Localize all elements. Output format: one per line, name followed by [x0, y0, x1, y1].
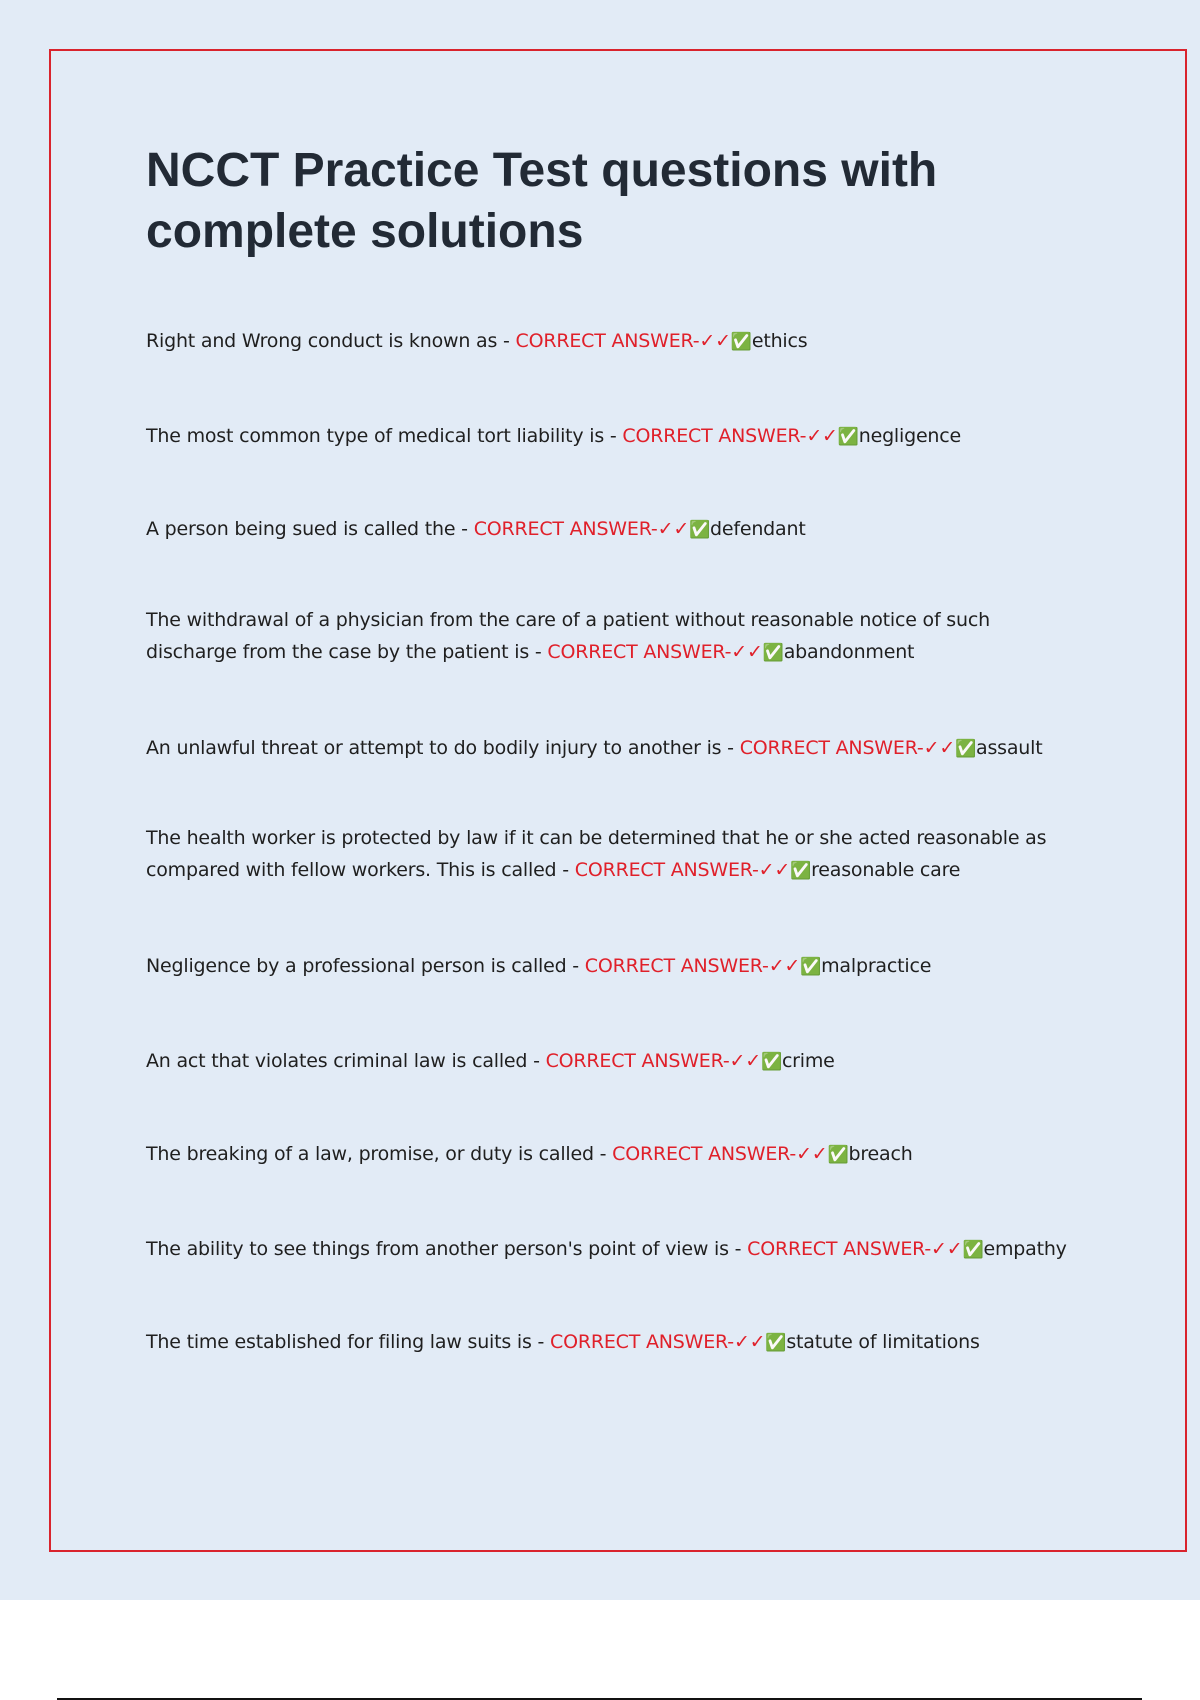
question-text: The ability to see things from another person's point of view is -	[146, 1238, 748, 1260]
question-text: The health worker is protected by law if it can be determined that he or she acted reasonable as compared with fellow workers. This is called -	[146, 827, 1047, 881]
correct-answer-label: CORRECT ANSWER-	[473, 518, 658, 540]
qa-item	[146, 822, 1086, 887]
check-box-icon: ✅	[790, 861, 812, 881]
question-text: The withdrawal of a physician from the care of a patient without reasonable notice of such discharge from the case by the patient is -	[146, 609, 990, 663]
check-box-icon: ✅	[765, 1333, 787, 1353]
double-check-icon: ✓✓	[923, 737, 956, 759]
correct-answer-label: CORRECT ANSWER-	[622, 425, 807, 447]
check-box-icon: ✅	[730, 332, 752, 352]
qa-item	[146, 513, 1086, 546]
question-text: The breaking of a law, promise, or duty is called -	[146, 1143, 613, 1165]
answer-text: breach	[848, 1143, 913, 1165]
qa-item	[146, 420, 1086, 453]
double-check-icon: ✓✓	[768, 955, 801, 977]
answer-text: malpractice	[821, 955, 932, 977]
check-box-icon: ✅	[827, 1145, 849, 1165]
double-check-icon: ✓✓	[699, 330, 731, 352]
qa-item	[146, 732, 1086, 765]
double-check-icon: ✓✓	[806, 425, 838, 447]
qa-item	[146, 1326, 1086, 1359]
qa-item	[146, 325, 1086, 358]
correct-answer-label: CORRECT ANSWER-	[739, 737, 924, 759]
question-text: A person being sued is called the -	[146, 518, 474, 540]
double-check-icon: ✓✓	[731, 641, 763, 663]
double-check-icon: ✓✓	[733, 1331, 766, 1353]
correct-answer-label: CORRECT ANSWER-	[515, 330, 700, 352]
answer-text: empathy	[983, 1238, 1067, 1260]
answer-text: statute of limitations	[786, 1331, 980, 1353]
correct-answer-label: CORRECT ANSWER-	[584, 955, 769, 977]
answer-text: reasonable care	[811, 859, 961, 881]
answer-text: defendant	[710, 518, 806, 540]
qa-item	[146, 950, 1086, 983]
question-text: Negligence by a professional person is called -	[146, 955, 585, 977]
qa-item	[146, 604, 1086, 669]
check-box-icon: ✅	[762, 643, 784, 663]
correct-answer-label: CORRECT ANSWER-	[747, 1238, 932, 1260]
check-box-icon: ✅	[689, 520, 711, 540]
answer-text: ethics	[751, 330, 808, 352]
double-check-icon: ✓✓	[657, 518, 690, 540]
answer-text: abandonment	[783, 641, 915, 663]
question-text: An act that violates criminal law is called -	[146, 1050, 546, 1072]
double-check-icon: ✓✓	[931, 1238, 963, 1260]
qa-item	[146, 1045, 1086, 1078]
check-box-icon: ✅	[760, 1052, 782, 1072]
double-check-icon: ✓✓	[729, 1050, 761, 1072]
double-check-icon: ✓✓	[758, 859, 791, 881]
qa-item	[146, 1233, 1086, 1266]
answer-text: assault	[976, 737, 1043, 759]
page-title: NCCT Practice Test questions with complete solutions	[146, 144, 938, 258]
check-box-icon: ✅	[800, 957, 822, 977]
check-box-icon: ✅	[962, 1240, 984, 1260]
question-text: The most common type of medical tort liability is -	[146, 425, 623, 447]
double-check-icon: ✓✓	[796, 1143, 828, 1165]
answer-text: crime	[781, 1050, 835, 1072]
answer-text: negligence	[858, 425, 962, 447]
correct-answer-label: CORRECT ANSWER-	[612, 1143, 797, 1165]
check-box-icon: ✅	[955, 739, 977, 759]
correct-answer-label: CORRECT ANSWER-	[550, 1331, 734, 1353]
correct-answer-label: CORRECT ANSWER-	[574, 859, 759, 881]
correct-answer-label: CORRECT ANSWER-	[545, 1050, 730, 1072]
question-text: Right and Wrong conduct is known as -	[146, 330, 516, 352]
correct-answer-label: CORRECT ANSWER-	[547, 641, 732, 663]
qa-item	[146, 1138, 1086, 1171]
check-box-icon: ✅	[837, 427, 859, 447]
question-text: An unlawful threat or attempt to do bodily injury to another is -	[146, 737, 740, 759]
question-text: The time established for filing law suits is -	[146, 1331, 551, 1353]
